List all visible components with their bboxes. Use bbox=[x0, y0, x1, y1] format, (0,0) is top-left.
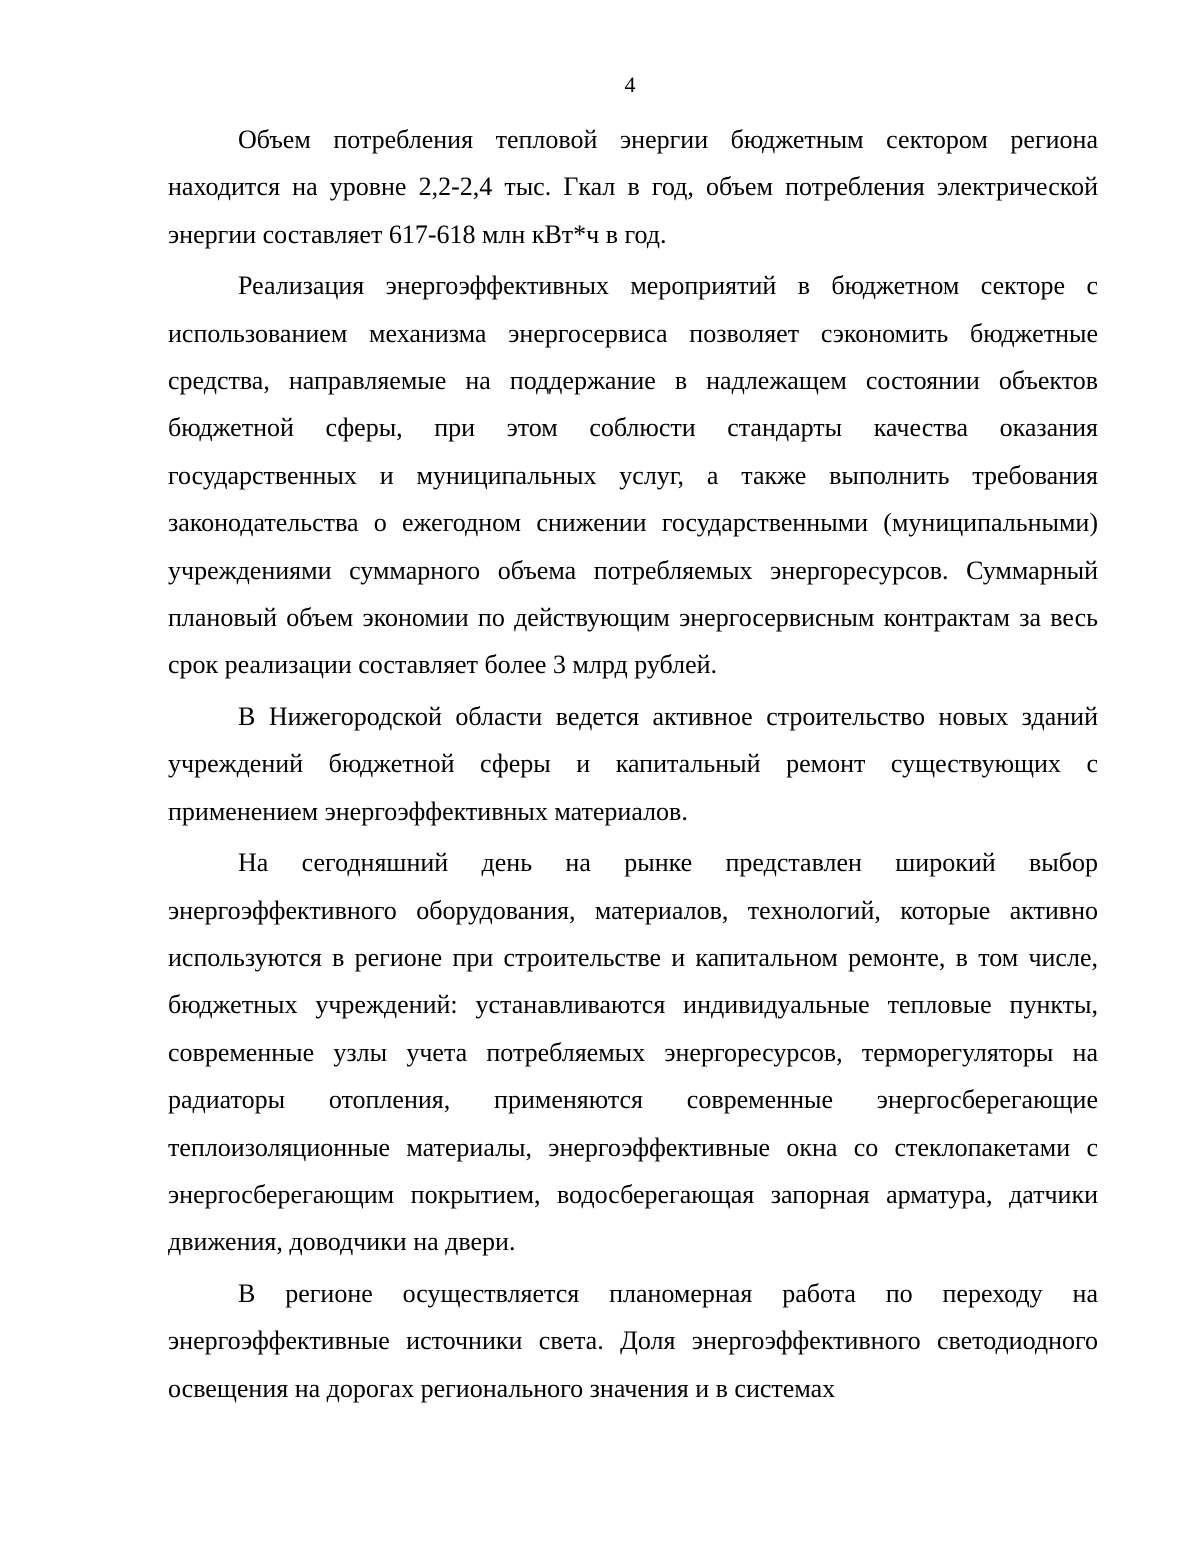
paragraph-equipment: На сегодняшний день на рынке представлен широкий выбор энергоэффективного оборудования, материалов, технологий, которые активно используются в регионе при строительстве и капитальном ремонте, в том числе, бюджетных учреждений: устанавливаются индивидуальные тепловые пункты, современные узлы учета потребляемых энергоресурсов, терморегуляторы на радиаторы отопления, применяются современные энергосберегающие теплоизоляционные материалы, энергоэффективные окна со стеклопакетами с энергосберегающим покрытием, водосберегающая запорная арматура, датчики движения, доводчики на двери. bbox=[168, 848, 1098, 1257]
paragraph-lighting: В регионе осуществляется планомерная работа по переходу на энергоэффективные источники света. Доля энергоэффективного светодиодного освещения на дорогах регионального значения и в системах bbox=[168, 1278, 1098, 1403]
document-body bbox=[168, 116, 1098, 1412]
page-number: 4 bbox=[624, 72, 636, 97]
paragraph-construction: В Нижегородской области ведется активное строительство новых зданий учреждений бюджетной сферы и капитальный ремонт существующих с применением энергоэффективных материалов. bbox=[168, 701, 1098, 826]
paragraph-energy-service: Реализация энергоэффективных мероприятий в бюджетном секторе с использованием механизма энергосервиса позволяет сэкономить бюджетные средства, направляемые на поддержание в надлежащем состоянии объектов бюджетной сферы, при этом соблюсти стандарты качества оказания государственных и муниципальных услуг, а также выполнить требования законодательства о ежегодном снижении государственными (муниципальными) учреждениями суммарного объема потребляемых энергоресурсов. Суммарный плановый объем экономии по действующим энергосервисным контрактам за весь срок реализации составляет более 3 млрд рублей. bbox=[168, 271, 1098, 680]
paragraph-heat-consumption: Объем потребления тепловой энергии бюджетным сектором региона находится на уровне 2,2-2,4 тыс. Гкал в год, объем потребления электрической энергии составляет 617-618 млн кВт*ч в год. bbox=[168, 125, 1098, 249]
